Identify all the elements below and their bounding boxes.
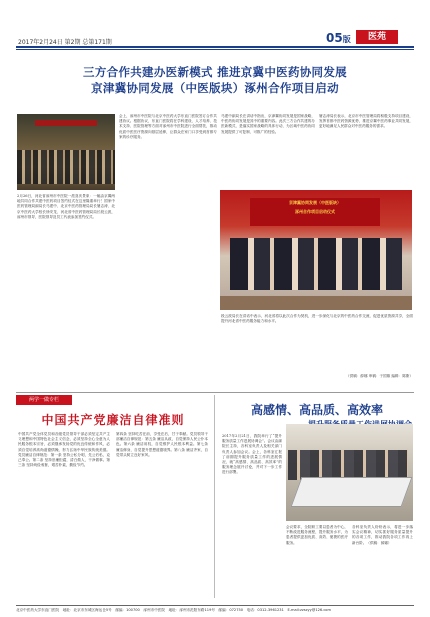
column-divider <box>214 395 215 598</box>
integrity-rules-title: 中国共产党廉洁自律准则 <box>41 413 185 427</box>
photo-crowd <box>17 150 115 184</box>
launch-ceremony-photo <box>220 190 412 310</box>
article-column-3: 马建中副局长在讲话中指出，京津冀协同发展是国家战略，中医药协同发展是其中的重要内容。此次三方合作共建的办医新模式，是落实国家战略的具体行动，为区域中医药协同发展提供了可复制、可推广的经验。 <box>221 114 315 134</box>
meeting-photo <box>286 424 413 521</box>
header-rule-thin <box>16 49 414 50</box>
service-meeting-title: 高感情、高品质、高效率 <box>250 403 383 417</box>
ceremony-banner-line1: 京津冀协同发展（中医版块） <box>289 200 341 205</box>
page-number <box>326 31 351 45</box>
footer-rule <box>16 605 414 606</box>
meeting-column-2: 会议要求，全院职工要以患者为中心，不断改进服务流程，提升服务水平，为患者提供更加优质、高效、便捷的医疗服务。 <box>286 525 348 545</box>
footer-info: 北京中医药大学东直门医院 地址：北京市东城区海运仓5号 邮编：100700 涿州市中医院 地址：涿州市范阳东路119号 邮编：072750 电话：0312-3961231 E-mail:zzszyy@126.com <box>16 608 331 612</box>
article-column-1: 2月26日，河北省涿州市中医院一派喜庆景象：一幅由京冀两地共同合作共建中医药项目签约仪式在这里隆重举行！国家中医药管理局副局长马建中、北京中医药管理局局长屠志涛、北京中医药大学校长徐安龙、河北省中医药管理局局长段云波，涿州市领导，医院领导及员工代表参加签约仪式。 <box>17 194 115 219</box>
article-column-4: 屠志涛局长表示，北京市中医管理局将积极支持项目建设，发挥首都中医药资源优势，推进京冀中医药事业共同发展，更好地满足人民群众对中医药服务的需求。 <box>319 114 413 129</box>
column-tag: 两学一做专栏 <box>16 395 72 405</box>
meeting-column-3: 各科室负责人纷纷表示，将进一步落实会议精神，切实抓好服务质量提升的各项工作，推动我院各项工作再上新台阶。（供稿：薛娜） <box>352 525 413 545</box>
rules-column-2: 第四条 坚持吃苦在前，享受在后，甘于奉献。党员领导干部廉洁自律规范：第五条 廉洁从政，自觉保持人民公仆本色。第六条 廉洁用权，自觉维护人民根本利益。第七条 廉洁修身，自觉提升思想道德境界。第八条 廉洁齐家，自觉带头树立良好家风。 <box>116 432 208 457</box>
section-badge: 医苑 <box>356 30 398 44</box>
article-column-2: 会上，涿州市中医院与北京中医药大学东直门医院签订合作共建协议。根据协议，东直门医院将在学科建设、人才培养、技术支持、医院管理等方面对涿州市中医院进行全面帮扶，推动优质中医医疗资源向基层延伸，让群众在家门口享受到首都专家的诊疗服务。 <box>119 114 217 139</box>
ceremony-desk <box>220 296 412 310</box>
header-rule <box>16 46 414 48</box>
main-headline-line2: 京津冀协同发展（中医版块）涿州合作项目启动 <box>91 81 339 95</box>
page-number-value: 05 <box>326 31 343 45</box>
meeting-column-1: 2017年2月21日，我院举行了“提升服务质量工作进展协调会”。会议由副院长主持，各科室负责人及相关部门负责人参加会议。会上，各科室汇报了前期提升服务质量工作的进展情况，就“高感情、高品质、高效率”的服务理念展开讨论，并对下一步工作进行部署。 <box>222 434 282 475</box>
main-headline-line1: 三方合作共建办医新模式 推进京冀中医药协同发展 <box>83 65 347 79</box>
section-divider <box>16 392 414 393</box>
page-number-suffix: 版 <box>342 35 351 44</box>
signing-ceremony-photo <box>17 114 115 190</box>
issue-info: 2017年2月24日 第2期 总第171期 <box>18 39 112 46</box>
meeting-attendees <box>288 450 408 480</box>
article-column-5: 段云波局长在讲话中表示，河北省将以此次合作为契机，进一步深化与北京的中医药合作交流，促进优质资源共享，全面提升河北省中医药服务能力和水平。 <box>221 314 413 324</box>
ceremony-attendees <box>230 238 402 290</box>
rules-column-1: 中国共产党全体党员和各级党员领导干部必须坚定共产主义理想和中国特色社会主义信念，必须坚持全心全意为人民服务根本宗旨，必须继承发扬党的优良传统和作风，必须自觉培养高尚道德情操，努力弘扬中华民族传统美德。党员廉洁自律规范：第一条 坚持公私分明，先公后私，克己奉公。第二条 坚持崇廉拒腐，清白做人，干净做事。第三条 坚持尚俭戒奢，艰苦朴素，勤俭节约。 <box>18 432 110 468</box>
ceremony-banner-line2: 涿州合作项目启动仪式 <box>295 209 335 214</box>
ceremony-banner <box>250 198 380 226</box>
meeting-table <box>291 477 413 507</box>
photo-banner <box>35 120 97 126</box>
article-byline: （供稿：薛娜 审稿：于国雄 编辑：陈斯） <box>346 374 413 378</box>
